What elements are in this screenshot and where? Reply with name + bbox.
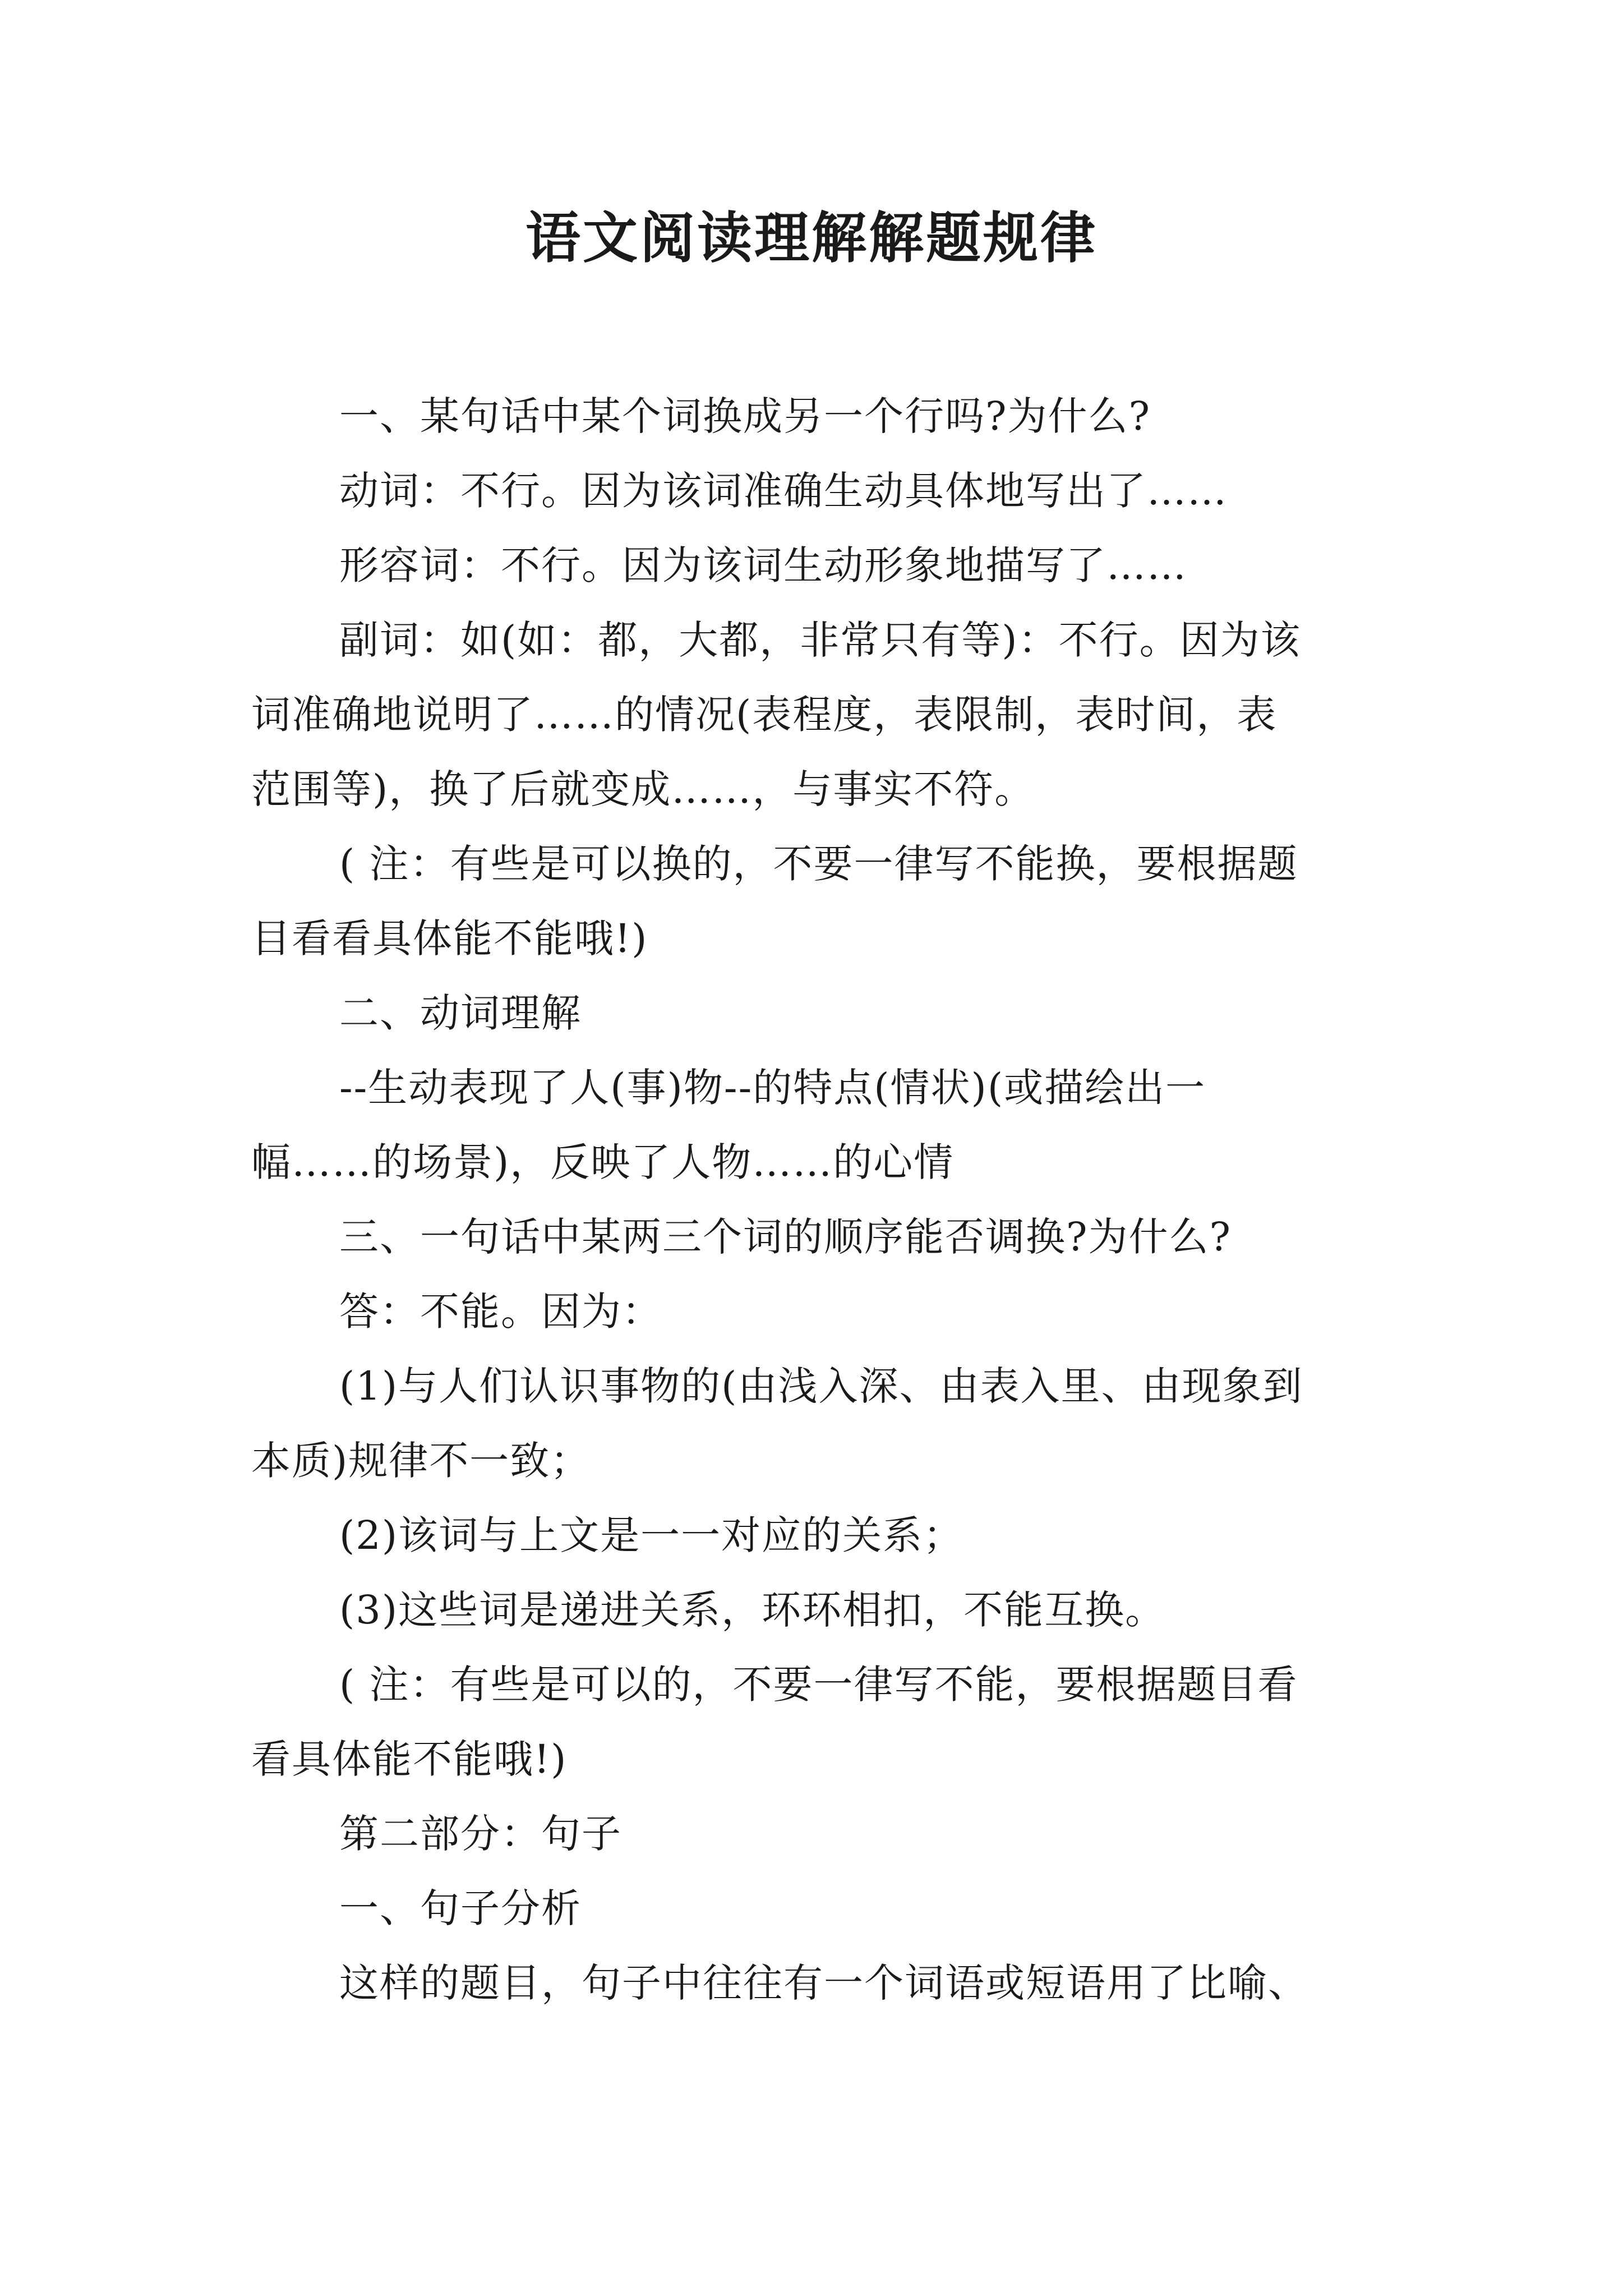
paragraph-line: 这样的题目，句子中往往有一个词语或短语用了比喻、 <box>339 1960 1308 2006</box>
paragraph-line: 本质)规律不一致； <box>251 1438 591 1484</box>
paragraph-line: 幅……的场景)，反映了人物……的心情 <box>251 1139 955 1185</box>
paragraph-line: 一、句子分析 <box>339 1885 582 1931</box>
paragraph-line: 三、一句话中某两三个词的顺序能否调换?为什么? <box>339 1214 1232 1260</box>
paragraph-line: (3)这些词是递进关系，环环相扣，不能互换。 <box>339 1587 1166 1633</box>
paragraph-line: ( 注：有些是可以换的，不要一律写不能换，要根据题 <box>339 841 1298 887</box>
paragraph-line: 目看看具体能不能哦!) <box>251 915 648 961</box>
paragraph-line: 形容词：不行。因为该词生动形象地描写了…… <box>339 542 1187 588</box>
paragraph-line: 一、某句话中某个词换成另一个行吗?为什么? <box>339 393 1151 439</box>
paragraph-line: 看具体能不能哦!) <box>251 1736 568 1782</box>
paragraph-line: 副词：如(如：都，大都，非常只有等)：不行。因为该 <box>339 617 1301 663</box>
paragraph-line: 二、动词理解 <box>339 990 582 1036</box>
paragraph-line: ( 注：有些是可以的，不要一律写不能，要根据题目看 <box>339 1662 1298 1708</box>
paragraph-line: 第二部分：句子 <box>339 1811 622 1857</box>
paragraph-line: 范围等)，换了后就变成……，与事实不符。 <box>251 766 1035 812</box>
paragraph-line: 词准确地说明了……的情况(表程度，表限制，表时间，表 <box>251 692 1278 738</box>
paragraph-line: (2)该词与上文是一一对应的关系； <box>339 1512 964 1558</box>
paragraph-line: --生动表现了人(事)物--的特点(情状)(或描绘出一 <box>339 1065 1206 1111</box>
document-title: 语文阅读理解解题规律 <box>525 206 1098 270</box>
paragraph-line: 动词：不行。因为该词准确生动具体地写出了…… <box>339 468 1228 514</box>
paragraph-line: (1)与人们认识事物的(由浅入深、由表入里、由现象到 <box>339 1363 1303 1409</box>
paragraph-line: 答：不能。因为： <box>339 1289 662 1335</box>
